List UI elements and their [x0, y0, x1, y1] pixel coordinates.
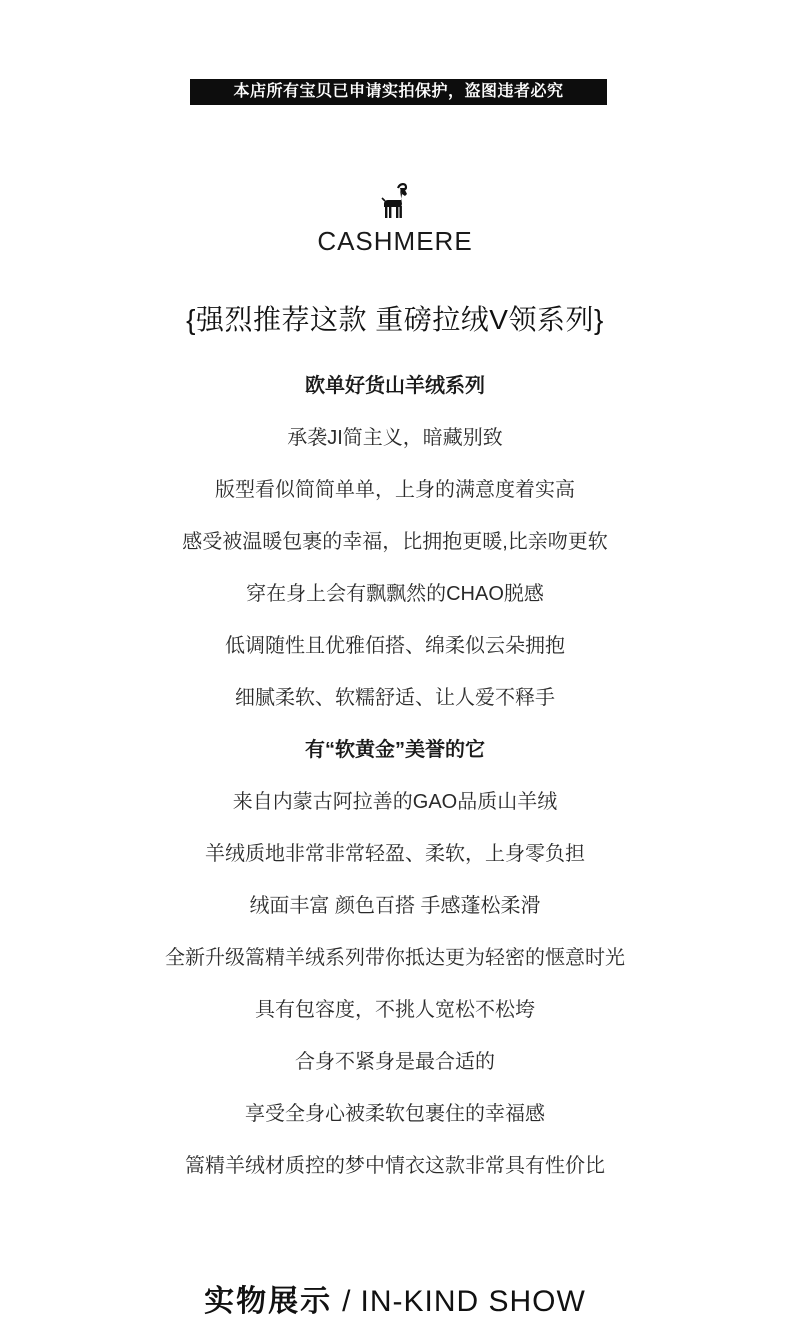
- description-line: 欧单好货山羊绒系列: [305, 375, 485, 397]
- description-line: 细腻柔软、软糯舒适、让人爱不释手: [235, 687, 555, 709]
- description-line: 全新升级篙精羊绒系列带你抵达更为轻密的惬意时光: [165, 947, 625, 969]
- description-line: 绒面丰富 颜色百搭 手感蓬松柔滑: [249, 895, 541, 917]
- description-line: 具有包容度，不挑人宽松不松垮: [255, 999, 535, 1021]
- goat-icon: [380, 182, 410, 220]
- description-line: 承袭JI简主义，暗藏别致: [287, 427, 503, 449]
- description-line: 篙精羊绒材质控的梦中情衣这款非常具有性价比: [185, 1155, 605, 1177]
- section-title-en: IN-KIND SHOW: [360, 1285, 586, 1318]
- copyright-notice-banner: 本店所有宝贝已申请实拍保护，盗图违者必究: [190, 79, 607, 105]
- description-line: 版型看似简简单单，上身的满意度着实高: [215, 479, 575, 501]
- section-title-zh: 实物展示: [204, 1285, 333, 1318]
- description-line: 低调随性且优雅佰搭、绵柔似云朵拥抱: [225, 635, 565, 657]
- headline: {强烈推荐这款 重磅拉绒V领系列}: [186, 304, 604, 335]
- description-line: 有“软黄金”美誉的它: [305, 739, 485, 761]
- description-line: 穿在身上会有飘飘然的CHAO脱感: [246, 583, 544, 605]
- description-list: [0, 366, 790, 1198]
- description-line: 来自内蒙古阿拉善的GAO品质山羊绒: [232, 791, 558, 813]
- description-line: 享受全身心被柔软包裹住的幸福感: [245, 1103, 545, 1125]
- description-line: 羊绒质地非常非常轻盈、柔软，上身零负担: [205, 843, 585, 865]
- section-title: [0, 1276, 790, 1320]
- description-line: 感受被温暖包裹的幸福，比拥抱更暖,比亲吻更软: [182, 531, 608, 553]
- description-line: 合身不紧身是最合适的: [295, 1051, 495, 1073]
- section-title-separator: /: [342, 1285, 351, 1318]
- brand-logo: [0, 182, 790, 257]
- brand-wordmark: CASHMERE: [317, 226, 473, 256]
